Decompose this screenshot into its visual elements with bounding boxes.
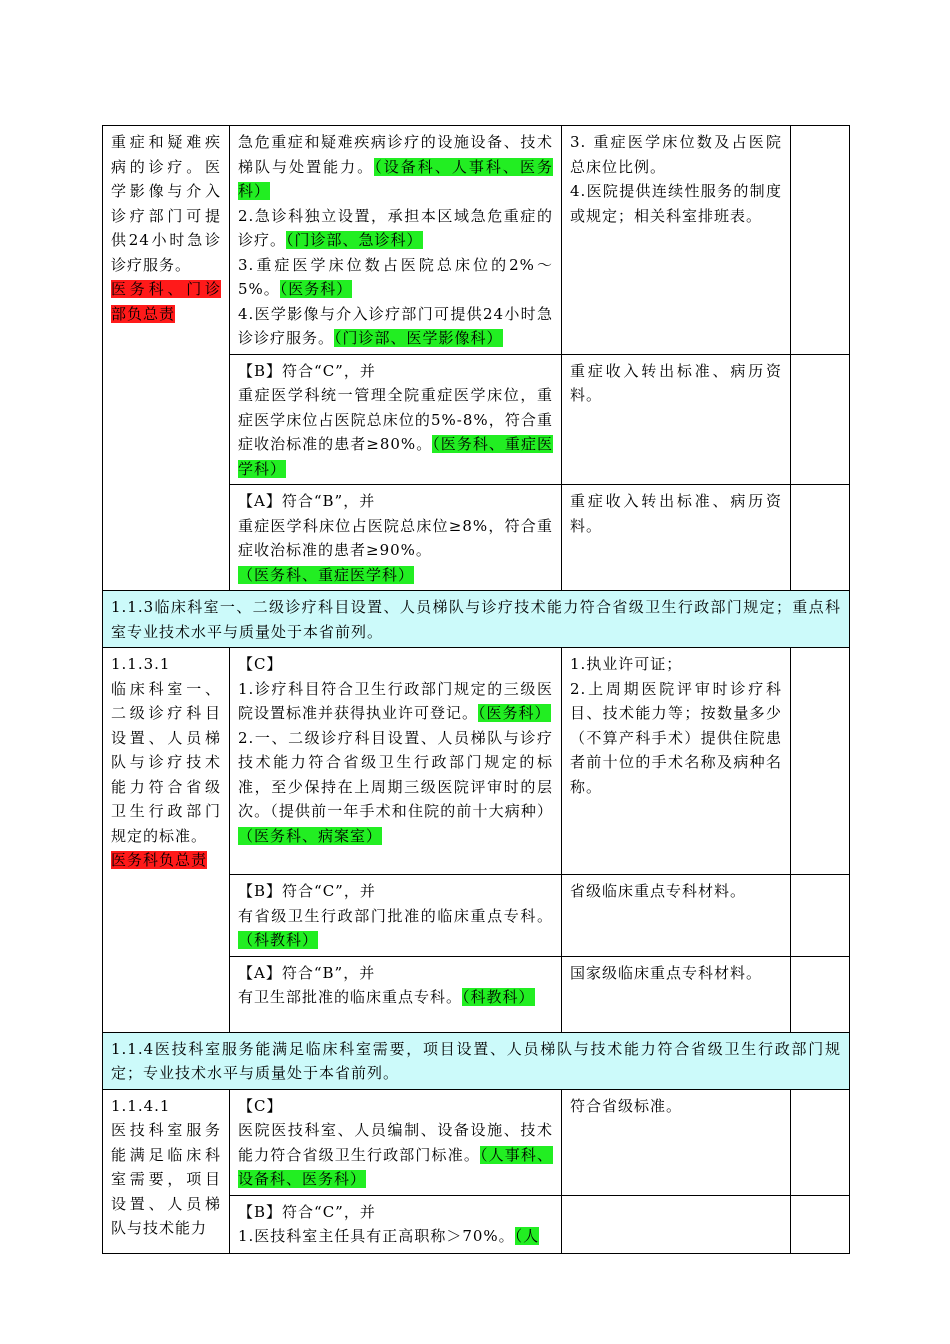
grade-heading: 【B】符合“C”，并 xyxy=(238,1202,376,1221)
item-text: 临床科室一、二级诊疗科目设置、人员梯队与诊疗技术能力符合省级卫生行政部门规定的标准。 xyxy=(111,679,221,845)
department-tag: （设备科、人事科、医务科） xyxy=(238,157,553,200)
evidence-cell xyxy=(562,875,791,957)
grade-c-cell xyxy=(230,648,562,875)
criterion-text: 医院医技科室、人员编制、设备设施、技术能力符合省级卫生行政部门标准。 xyxy=(238,1121,553,1164)
evidence-text: 符合省级标准。 xyxy=(570,1096,683,1115)
item-cell xyxy=(103,648,230,1033)
table-row xyxy=(103,1089,850,1195)
item-cell xyxy=(103,1089,230,1253)
criterion-text: 4.医学影像与介入诊疗部门可提供24小时急诊诊疗服务。 xyxy=(238,304,553,347)
grade-c-cell xyxy=(230,126,562,355)
item-number: 1.1.4.1 xyxy=(111,1096,171,1115)
section-heading: 1.1.3临床科室一、二级诊疗科目设置、人员梯队与诊疗技术能力符合省级卫生行政部门规定；重点科室专业技术水平与质量处于本省前列。 xyxy=(103,591,850,648)
responsibility-tag: 医务科负总责 xyxy=(111,851,208,869)
score-cell xyxy=(791,126,850,355)
department-tag: （人 xyxy=(514,1227,540,1245)
criterion-text: 3.重症医学床位数占医院总床位的2%～5%。 xyxy=(238,255,553,298)
score-cell xyxy=(791,1089,850,1195)
section-row xyxy=(103,591,850,648)
grade-b-cell xyxy=(230,1195,562,1253)
department-tag: （门诊部、急诊科） xyxy=(286,231,423,249)
score-cell xyxy=(791,354,850,485)
item-cell xyxy=(103,126,230,591)
department-tag: （人事科、设备科、医务科） xyxy=(238,1145,553,1188)
criterion-text: 2.急诊科独立设置，承担本区域急危重症的诊疗。 xyxy=(238,206,553,249)
item-text: 医技科室服务能满足临床科室需要，项目设置、人员梯队与技术能力 xyxy=(111,1121,221,1237)
grade-heading: 【C】 xyxy=(238,655,283,673)
grade-c-cell xyxy=(230,1089,562,1195)
department-tag: （科教科） xyxy=(462,988,535,1006)
department-tag: （医务科、病案室） xyxy=(238,826,383,845)
criterion-text: 急危重症和疑难疾病诊疗的设施设备、技术梯队与处置能力。 xyxy=(238,133,553,176)
criterion-text: 有省级卫生行政部门批准的临床重点专科。 xyxy=(238,906,553,925)
evidence-cell xyxy=(562,1195,791,1253)
grade-heading: 【A】符合“B”，并 xyxy=(238,963,376,982)
evidence-cell xyxy=(562,485,791,591)
section-heading: 1.1.4医技科室服务能满足临床科室需要，项目设置、人员梯队与技术能力符合省级卫生行政部门规定；专业技术水平与质量处于本省前列。 xyxy=(103,1032,850,1089)
evidence-cell xyxy=(562,648,791,875)
grade-a-cell xyxy=(230,485,562,591)
grade-b-cell xyxy=(230,875,562,957)
criterion-text: 2.一、二级诊疗科目设置、人员梯队与诊疗技术能力符合省级卫生行政部门规定的标准，至少保持在上周期三级医院评审时的层次。（提供前一年手术和住院的前十大病种） xyxy=(238,728,553,820)
department-tag: （科教科） xyxy=(238,931,319,949)
criterion-text: 重症医学科统一管理全院重症医学床位，重症医学床位占医院总床位的5%-8%，符合重症收治标准的患者≥80%。 xyxy=(238,386,553,453)
department-tag: （医务科） xyxy=(279,280,353,298)
evidence-cell xyxy=(562,354,791,485)
evidence-cell xyxy=(562,956,791,1032)
evidence-text: 4.医院提供连续性服务的制度或规定；相关科室排班表。 xyxy=(570,182,782,225)
grade-a-cell xyxy=(230,956,562,1032)
department-tag: （医务科） xyxy=(478,704,551,722)
item-text: 重症和疑难疾病的诊疗。医学影像与介入诊疗部门可提供24小时急诊诊疗服务。 xyxy=(111,133,221,274)
grade-heading: 【C】 xyxy=(238,1096,283,1115)
section-row xyxy=(103,1032,850,1089)
criterion-text: 有卫生部批准的临床重点专科。 xyxy=(238,988,463,1006)
score-cell xyxy=(791,485,850,591)
department-tag: （医务科、重症医学科） xyxy=(238,565,415,584)
evidence-cell xyxy=(562,1089,791,1195)
evidence-cell xyxy=(562,126,791,355)
department-tag: （门诊部、医学影像科） xyxy=(334,329,503,347)
department-tag: （医务科、重症医学科） xyxy=(238,435,553,478)
evidence-text: 重症收入转出标准、病历资料。 xyxy=(570,361,782,404)
item-number: 1.1.3.1 xyxy=(111,655,171,673)
criterion-text: 1.医技科室主任具有正高职称＞70%。 xyxy=(238,1227,515,1245)
criterion-text: 重症医学科床位占医院总床位≥8%，符合重症收治标准的患者≥90%。 xyxy=(238,516,553,559)
grade-heading: 【B】符合“C”，并 xyxy=(238,882,376,900)
score-cell xyxy=(791,1195,850,1253)
standards-table xyxy=(102,125,850,1254)
score-cell xyxy=(791,956,850,1032)
grade-b-cell xyxy=(230,354,562,485)
evidence-text: 1.执业许可证； xyxy=(570,655,683,673)
evidence-text: 3. 重症医学床位数及占医院总床位比例。 xyxy=(570,133,782,176)
responsibility-tag: 医务科、门诊部负总责 xyxy=(111,280,221,323)
table-row xyxy=(103,126,850,355)
score-cell xyxy=(791,875,850,957)
evidence-text: 2.上周期医院评审时诊疗科目、技术能力等；按数量多少（不算产科手术）提供住院患者前十位的手术名称及病种名称。 xyxy=(570,679,782,796)
grade-heading: 【A】符合“B”，并 xyxy=(238,492,376,510)
evidence-text: 国家级临床重点专科材料。 xyxy=(570,963,763,982)
criterion-text: 1.诊疗科目符合卫生行政部门规定的三级医院设置标准并获得执业许可登记。 xyxy=(238,679,553,722)
evidence-text: 省级临床重点专科材料。 xyxy=(570,882,747,900)
grade-heading: 【B】符合“C”，并 xyxy=(238,361,376,380)
score-cell xyxy=(791,648,850,875)
table-row xyxy=(103,648,850,875)
evidence-text: 重症收入转出标准、病历资料。 xyxy=(570,492,782,535)
